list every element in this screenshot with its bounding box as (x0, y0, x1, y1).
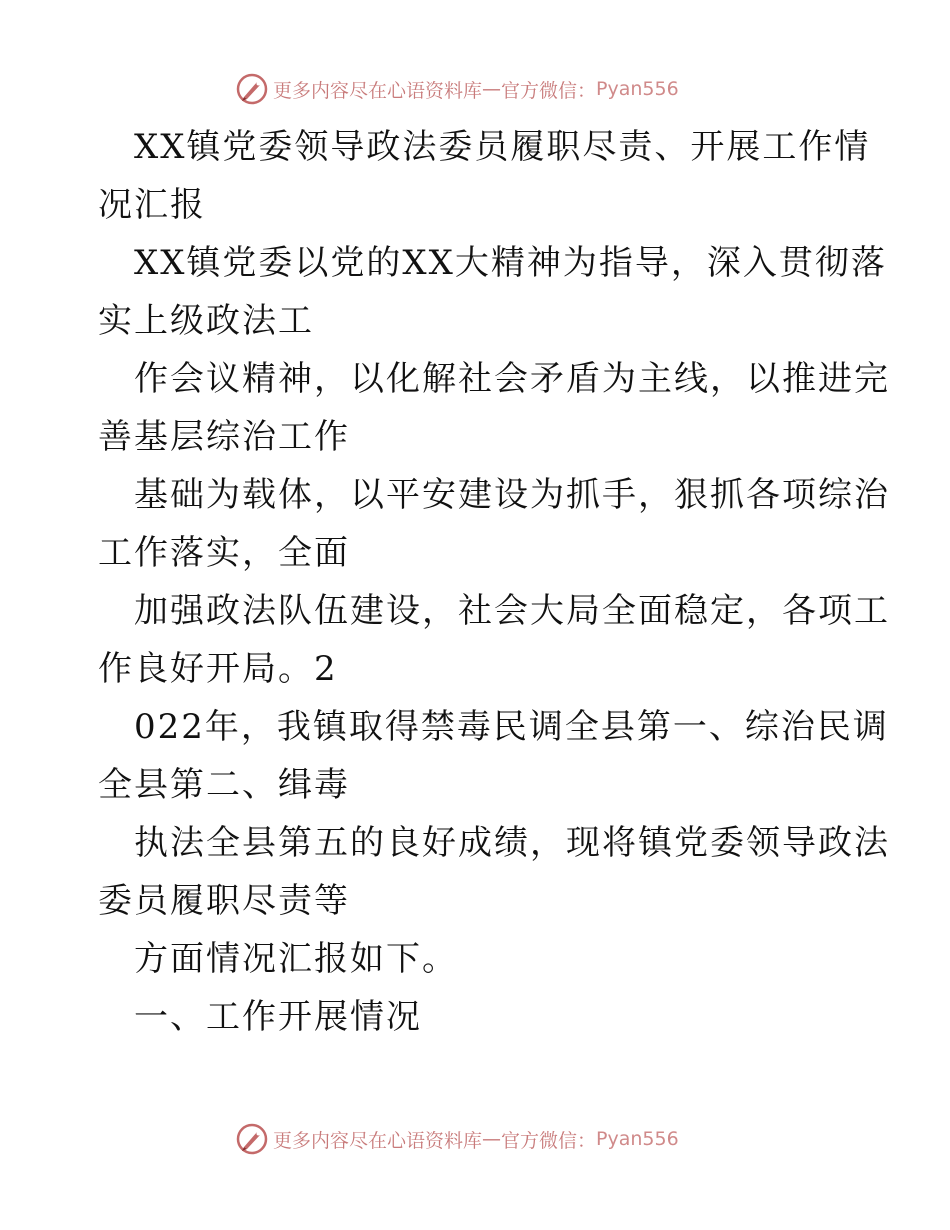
pen-logo-icon (235, 72, 269, 106)
watermark-account-id: Pyan556 (596, 78, 679, 100)
paragraph (98, 930, 858, 988)
paragraph (98, 234, 887, 350)
watermark-site-text: 更多内容尽在心语资料库 (273, 79, 483, 102)
paragraph (98, 698, 889, 814)
paragraph-line: 况汇报 (98, 185, 206, 225)
paragraph-line: 方面情况汇报如下。 (134, 939, 458, 979)
watermark-separator: — (482, 1128, 502, 1150)
watermark-account-label: 官方微信： (501, 79, 597, 102)
paragraph-line: 022年，我镇取得禁毒民调全县第一、综治民调 (134, 707, 889, 747)
paragraph-line: 实上级政法工 (98, 301, 314, 341)
footer-watermark (235, 1122, 795, 1156)
watermark-site-text: 更多内容尽在心语资料库 (273, 1129, 483, 1152)
paragraph (98, 350, 890, 466)
paragraph-line: 全县第二、缉毒 (98, 765, 350, 805)
paragraph-line: 执法全县第五的良好成绩，现将镇党委领导政法 (134, 823, 890, 863)
header-watermark (235, 72, 795, 106)
watermark-account-label: 官方微信： (501, 1129, 597, 1152)
paragraph-line: 委员履职尽责等 (98, 881, 350, 921)
document-body (98, 118, 890, 1046)
paragraph-line: 加强政法队伍建设，社会大局全面稳定，各项工 (134, 591, 890, 631)
paragraph-line: 工作落实，全面 (98, 533, 350, 573)
pen-logo-icon (235, 1122, 269, 1156)
section-heading (98, 988, 858, 1046)
paragraph-line: 作会议精神，以化解社会矛盾为主线，以推进完 (134, 359, 890, 399)
paragraph-line: 基础为载体，以平安建设为抓手，狠抓各项综治 (134, 475, 890, 515)
paragraph-line: XX镇党委领导政法委员履职尽责、开展工作情 (134, 127, 871, 167)
paragraph-line: XX镇党委以党的XX大精神为指导，深入贯彻落 (134, 243, 887, 283)
paragraph (98, 466, 890, 582)
paragraph-title (98, 118, 871, 234)
paragraph-line: 一、工作开展情况 (134, 997, 422, 1037)
paragraph-line: 善基层综治工作 (98, 417, 350, 457)
paragraph-line: 作良好开局。2 (98, 649, 338, 689)
watermark-account-id: Pyan556 (596, 1128, 679, 1150)
watermark-separator: — (482, 78, 502, 100)
paragraph (98, 814, 890, 930)
paragraph (98, 582, 890, 698)
